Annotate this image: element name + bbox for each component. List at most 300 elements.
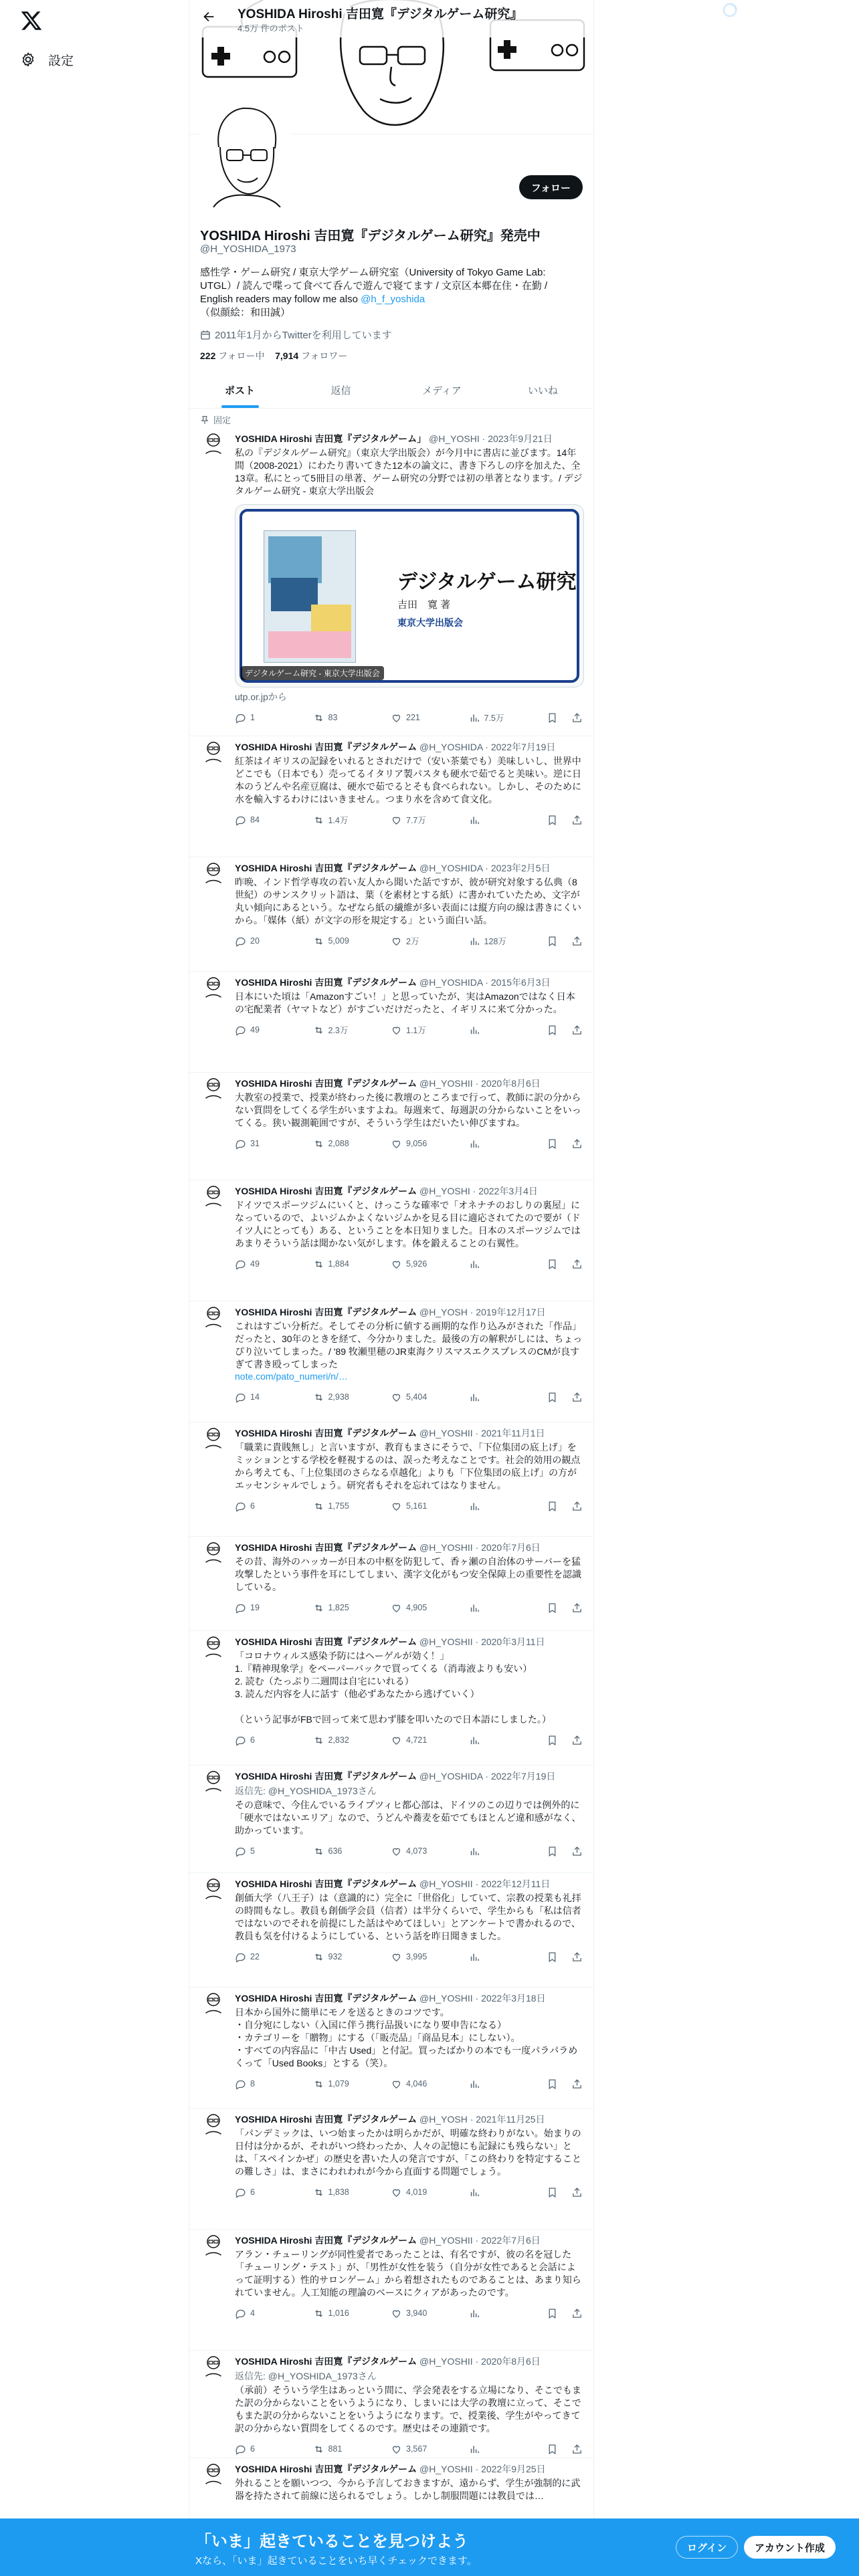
avatar-illustration — [200, 429, 227, 456]
reply-button[interactable] — [235, 1259, 313, 1270]
signup-banner — [0, 2518, 859, 2576]
tweet-author-name[interactable]: YOSHIDA Hiroshi 吉田寛『デジタルゲーム — [235, 863, 417, 873]
share-button[interactable] — [571, 1025, 583, 1036]
tweet-author-handle[interactable]: @H_YOSHII — [419, 1879, 473, 1889]
like-button[interactable] — [391, 2308, 469, 2319]
tweet-text: 私の『デジタルゲーム研究』（東京大学出版会）が今月中に書店に並びます。14年間（2008-2021）にわたり書いてきた12本の論文に、書き下ろしの序を加えた、全13章。私にとって5冊目の単著、ゲーム研究の分野では初の単著となります。/ デジタルゲーム研究 - 東京大学出版会 — [235, 447, 583, 496]
tweet-date[interactable]: 2020年8月6日 — [481, 1078, 541, 1089]
bookmark-button[interactable] — [547, 1259, 558, 1270]
tweet[interactable] — [189, 428, 593, 736]
like-button[interactable] — [391, 1392, 469, 1403]
like-count: 5,161 — [406, 1501, 427, 1511]
tweet-actions — [235, 2303, 583, 2323]
share-icon — [571, 1501, 583, 1512]
bio-link[interactable]: @h_f_yoshida — [361, 294, 425, 305]
reply-icon — [235, 1735, 246, 1746]
tweet-date[interactable]: 2022年7月19日 — [490, 742, 556, 752]
repost-button[interactable] — [313, 1951, 391, 1963]
avatar-illustration — [200, 1767, 227, 1794]
tweet[interactable] — [189, 2351, 593, 2458]
settings-link[interactable] — [20, 48, 74, 71]
bookmark-button[interactable] — [547, 1602, 558, 1614]
bookmark-button[interactable] — [547, 1025, 558, 1036]
tweet-body — [235, 1422, 583, 1516]
tweet-author-name[interactable]: YOSHIDA Hiroshi 吉田寛『デジタルゲーム — [235, 2356, 417, 2367]
tweet-actions — [235, 2182, 583, 2202]
pinned-label: 固定 — [213, 415, 231, 425]
topbar-posts-count: 4.5万 件のポスト — [237, 23, 304, 33]
views-button[interactable] — [469, 1259, 547, 1270]
like-count: 9,056 — [406, 1139, 427, 1148]
share-button[interactable] — [571, 2078, 583, 2090]
tweet-text: 大教室の授業で、授業が終わった後に教壇のところまで行って、教師に訳の分からない質問をしてくる学生がいますよね。毎週来て、毎週訳の分からないことをいってくる。狭い観測範囲ですが、そういう学生はだいたい伸びますね。 — [235, 1092, 581, 1128]
bookmark-button[interactable] — [547, 2078, 558, 2090]
share-icon — [571, 712, 583, 724]
tweet-author-handle[interactable]: @H_YOSHII — [419, 1428, 473, 1438]
tweet-date[interactable]: 2022年9月25日 — [481, 2464, 546, 2474]
tweet-header — [235, 1769, 583, 1783]
like-button[interactable] — [391, 1602, 469, 1614]
tweet-separator: · — [472, 1879, 482, 1889]
share-button[interactable] — [571, 815, 583, 826]
like-count: 1.1万 — [406, 1026, 426, 1035]
heart-icon — [391, 2308, 402, 2319]
tweet-header — [235, 2355, 583, 2368]
tweet[interactable] — [189, 736, 593, 857]
heart-icon — [391, 712, 402, 724]
tweet-body — [235, 1301, 583, 1407]
card-frame — [240, 509, 579, 683]
reply-icon — [235, 1138, 246, 1150]
tab-media[interactable]: メディア — [422, 385, 462, 397]
tweet[interactable] — [189, 1422, 593, 1537]
reply-icon — [235, 1392, 246, 1403]
repost-button[interactable] — [313, 2078, 391, 2090]
repost-icon — [313, 1846, 324, 1857]
tweet[interactable] — [189, 1537, 593, 1631]
tweet-date[interactable]: 2022年3月18日 — [481, 1993, 546, 2004]
tweet-avatar[interactable] — [200, 1182, 227, 1208]
views-icon — [469, 1846, 480, 1857]
like-button[interactable] — [391, 2078, 469, 2090]
bookmark-button[interactable] — [547, 1951, 558, 1963]
like-button[interactable] — [391, 2187, 469, 2198]
pinned-indicator — [200, 413, 231, 426]
reply-button[interactable] — [235, 936, 313, 947]
like-count: 4,046 — [406, 2079, 427, 2088]
tweet-author-handle[interactable]: @H_YOSHII — [419, 1078, 473, 1089]
share-button[interactable] — [571, 1846, 583, 1857]
heart-icon — [391, 1846, 402, 1857]
tweet-author-name[interactable]: YOSHIDA Hiroshi 吉田寛『デジタルゲーム — [235, 2235, 417, 2246]
tweet-author-handle[interactable]: @H_YOSHI — [419, 1186, 470, 1196]
like-button[interactable] — [391, 1846, 469, 1857]
tweet-avatar[interactable] — [200, 2231, 227, 2258]
tweet-author-handle[interactable]: @H_YOSHIDA — [419, 863, 483, 873]
share-button[interactable] — [571, 1501, 583, 1512]
tweet-author-handle[interactable]: @H_YOSHII — [419, 1993, 473, 2004]
tweet-separator: · — [482, 742, 491, 752]
like-count: 221 — [406, 713, 420, 722]
repost-button[interactable] — [313, 1259, 391, 1270]
profile-name: YOSHIDA Hiroshi 吉田寛『デジタルゲーム研究』発売中 — [200, 229, 541, 243]
tweet-text: その意味で、今住んでいるライプツィヒ都心部は、ドイツのこの辺りでは例外的に「硬水ではないエリア」なので、うどんや蕎麦を茹でてもほとんど違和感がなく、助かっています。 — [235, 1800, 581, 1836]
views-button[interactable] — [469, 2444, 547, 2455]
bookmark-button[interactable] — [547, 936, 558, 947]
views-button[interactable] — [469, 1138, 547, 1150]
views-button[interactable] — [469, 1602, 547, 1614]
tweet-body — [235, 1873, 583, 1967]
tweet[interactable] — [189, 1988, 593, 2109]
tweet-link[interactable]: note.com/pato_numeri/n/… — [235, 1371, 348, 1382]
bookmark-icon — [547, 1951, 558, 1963]
reply-count: 49 — [250, 1259, 260, 1269]
bookmark-button[interactable] — [547, 1138, 558, 1150]
tweet[interactable] — [189, 857, 593, 972]
views-button[interactable] — [469, 1025, 547, 1036]
views-icon — [469, 936, 480, 947]
like-button[interactable] — [391, 1259, 469, 1270]
heart-icon — [391, 2078, 402, 2090]
bookmark-icon — [547, 1846, 558, 1857]
tweet-body — [235, 1988, 583, 2094]
bookmark-button[interactable] — [547, 712, 558, 724]
tweet-avatar[interactable] — [200, 1424, 227, 1451]
tweet-date[interactable]: 2019年12月17日 — [476, 1307, 546, 1317]
tweet-avatar[interactable] — [200, 2110, 227, 2137]
followers-link[interactable] — [275, 350, 347, 361]
tweet-author-name[interactable]: YOSHIDA Hiroshi 吉田寛『デジタルゲーム — [235, 1636, 417, 1647]
reply-button[interactable] — [235, 1138, 313, 1150]
tweet-separator: · — [467, 1307, 476, 1317]
tweet-author-name[interactable]: YOSHIDA Hiroshi 吉田寛『デジタルゲーム — [235, 2114, 417, 2125]
like-count: 3,567 — [406, 2444, 427, 2454]
avatar-illustration — [200, 973, 227, 1000]
repost-count: 636 — [328, 1846, 343, 1856]
tweet-author-name[interactable]: YOSHIDA Hiroshi 吉田寛『デジタルゲーム — [235, 977, 417, 988]
views-button[interactable] — [469, 815, 547, 826]
repost-button[interactable] — [313, 2308, 391, 2319]
bookmark-button[interactable] — [547, 2308, 558, 2319]
reply-count: 4 — [250, 2309, 255, 2318]
repost-icon — [313, 1951, 324, 1963]
tweet-actions — [235, 810, 583, 830]
tweet-date[interactable]: 2015年6月3日 — [490, 977, 551, 988]
tab-replies[interactable]: 返信 — [330, 385, 351, 397]
tweet-date[interactable]: 2021年11月1日 — [481, 1428, 545, 1438]
bookmark-button[interactable] — [547, 2444, 558, 2455]
tweet-avatar[interactable] — [200, 1632, 227, 1659]
tweet-author-name[interactable]: YOSHIDA Hiroshi 吉田寛『デジタルゲーム — [235, 1078, 417, 1089]
reply-button[interactable] — [235, 815, 313, 826]
repost-button[interactable] — [313, 1024, 391, 1036]
tweet-author-name[interactable]: YOSHIDA Hiroshi 吉田寛『デジタルゲーム — [235, 1186, 417, 1196]
reply-button[interactable] — [235, 1602, 313, 1614]
tweet-author-name[interactable]: YOSHIDA Hiroshi 吉田寛『デジタルゲーム — [235, 1307, 417, 1317]
topbar-name: YOSHIDA Hiroshi 吉田寛『デジタルゲーム研究』 — [237, 7, 523, 21]
tweet-separator: · — [472, 2356, 482, 2367]
tweet-date[interactable]: 2021年11月25日 — [476, 2114, 545, 2125]
views-icon — [469, 1025, 480, 1036]
share-button[interactable] — [571, 2444, 583, 2455]
repost-button[interactable] — [313, 1735, 391, 1746]
tweet-author-name[interactable]: YOSHIDA Hiroshi 吉田寛『デジタルゲーム — [235, 1771, 417, 1782]
share-button[interactable] — [571, 936, 583, 947]
like-button[interactable] — [391, 1138, 469, 1150]
joined-text: 2011年1月からTwitterを利用しています — [215, 330, 392, 341]
views-button[interactable] — [469, 712, 547, 724]
tweet-actions-right — [547, 1392, 583, 1403]
tweet-body — [235, 1631, 583, 1750]
repost-button[interactable] — [313, 2444, 391, 2455]
repost-count: 1,825 — [328, 1603, 349, 1612]
tweet-date[interactable]: 2020年3月11日 — [481, 1636, 545, 1647]
tweet-author-handle[interactable]: @H_YOSHII — [419, 2356, 473, 2367]
reply-icon — [235, 712, 246, 724]
tweet-avatar[interactable] — [200, 1989, 227, 2016]
tweet-author-name[interactable]: YOSHIDA Hiroshi 吉田寛『デジタルゲーム — [235, 1428, 417, 1438]
views-button[interactable] — [469, 1951, 547, 1963]
tweet-avatar[interactable] — [200, 429, 227, 456]
reply-button[interactable] — [235, 2187, 313, 2198]
reply-button[interactable] — [235, 1392, 313, 1403]
signup-button[interactable]: アカウント作成 — [744, 2536, 836, 2559]
share-button[interactable] — [571, 1951, 583, 1963]
repost-button[interactable] — [313, 1846, 391, 1857]
reply-button[interactable] — [235, 712, 313, 724]
like-button[interactable] — [391, 814, 469, 826]
reply-count: 5 — [250, 1846, 255, 1856]
tweet-avatar[interactable] — [200, 1538, 227, 1565]
views-icon — [469, 1392, 480, 1403]
reply-button[interactable] — [235, 2444, 313, 2455]
reply-count: 19 — [250, 1603, 260, 1612]
like-count: 4,721 — [406, 1735, 427, 1745]
tweet-author-handle[interactable]: @H_YOSHI — [429, 433, 480, 444]
heart-icon — [391, 1025, 402, 1036]
tweet-separator: · — [472, 2235, 482, 2246]
tweet[interactable] — [189, 1765, 593, 1873]
login-button[interactable]: ログイン — [676, 2536, 738, 2559]
reply-count: 6 — [250, 2187, 255, 2197]
tweet-author-handle[interactable]: @H_YOSHIDA — [419, 1771, 483, 1782]
tweet-author-handle[interactable]: @H_YOSH — [419, 2114, 468, 2125]
like-count: 4,019 — [406, 2187, 427, 2197]
tweet-list — [189, 428, 593, 2553]
following-count: 222 — [200, 350, 216, 361]
tweet-author-name[interactable]: YOSHIDA Hiroshi 吉田寛『デジタルゲーム — [235, 2464, 417, 2474]
repost-count: 83 — [328, 713, 338, 722]
tweet-author-name[interactable]: YOSHIDA Hiroshi 吉田寛『デジタルゲーム — [235, 1993, 417, 2004]
tweet-date[interactable]: 2022年7月19日 — [490, 1771, 556, 1782]
bookmark-button[interactable] — [547, 1392, 558, 1403]
tweet-avatar[interactable] — [200, 1074, 227, 1101]
avatar-illustration — [200, 738, 227, 764]
like-button[interactable] — [391, 712, 469, 724]
tweet-author-handle[interactable]: @H_YOSHII — [419, 1542, 473, 1553]
share-button[interactable] — [571, 1138, 583, 1150]
share-icon — [571, 2444, 583, 2455]
tweet-author-handle[interactable]: @H_YOSHII — [419, 2464, 473, 2474]
repost-button[interactable] — [313, 1138, 391, 1150]
book-cover-image — [264, 530, 356, 663]
bookmark-icon — [547, 1501, 558, 1512]
repost-icon — [313, 815, 324, 826]
tweet-avatar[interactable] — [200, 2352, 227, 2379]
repost-button[interactable] — [313, 1501, 391, 1512]
repost-count: 1,884 — [328, 1259, 349, 1269]
like-count: 2万 — [406, 937, 419, 946]
share-icon — [571, 1138, 583, 1150]
heart-icon — [391, 1735, 402, 1746]
reply-button[interactable] — [235, 1025, 313, 1036]
like-button[interactable] — [391, 1951, 469, 1963]
tweet-date[interactable]: 2022年3月4日 — [478, 1186, 538, 1196]
tab-likes[interactable]: いいね — [527, 385, 558, 397]
share-button[interactable] — [571, 2187, 583, 2198]
tab-posts[interactable]: ポスト — [189, 372, 290, 408]
tweet[interactable] — [189, 1631, 593, 1765]
repost-icon — [313, 2444, 324, 2455]
bookmark-icon — [547, 2078, 558, 2090]
share-icon — [571, 2308, 583, 2319]
views-icon — [469, 712, 480, 724]
repost-button[interactable] — [313, 712, 391, 724]
views-button[interactable] — [469, 1392, 547, 1403]
profile-tabs — [189, 372, 593, 409]
like-button[interactable] — [391, 1501, 469, 1512]
repost-count: 2,938 — [328, 1392, 349, 1402]
repost-button[interactable] — [313, 2187, 391, 2198]
tweet-reply-to[interactable]: 返信先: @H_YOSHIDA_1973さん — [235, 1786, 377, 1796]
tweet[interactable] — [189, 1873, 593, 1988]
bio-text: 感性学・ゲーム研究 / 東京大学ゲーム研究室（University of Tokyo Game Lab: UTGL）/ 読んで喋って食べて呑んで遊んで寝てます / 文京区本郷在住・在勤 / English readers may follow me also — [200, 267, 548, 305]
bookmark-button[interactable] — [547, 1846, 558, 1857]
tweet-author-handle[interactable]: @H_YOSHII — [419, 2235, 473, 2246]
tweet-avatar[interactable] — [200, 1874, 227, 1901]
reply-button[interactable] — [235, 1501, 313, 1512]
reply-icon — [235, 2308, 246, 2319]
share-button[interactable] — [571, 1735, 583, 1746]
tweet-author-name[interactable]: YOSHIDA Hiroshi 吉田寛『デジタルゲーム — [235, 742, 417, 752]
like-count: 5,404 — [406, 1392, 427, 1402]
views-icon — [469, 1501, 480, 1512]
tweet-author-handle[interactable]: @H_YOSHIDA — [419, 977, 483, 988]
reply-button[interactable] — [235, 2078, 313, 2090]
tweet-date[interactable]: 2022年7月6日 — [481, 2235, 541, 2246]
tweet-reply-to[interactable]: 返信先: @H_YOSHIDA_1973さん — [235, 2371, 377, 2381]
like-button[interactable] — [391, 2444, 469, 2455]
repost-button[interactable] — [313, 814, 391, 826]
tweet[interactable] — [189, 2109, 593, 2230]
share-button[interactable] — [571, 1392, 583, 1403]
views-icon — [469, 815, 480, 826]
views-button[interactable] — [469, 1501, 547, 1512]
tweet-avatar[interactable] — [200, 859, 227, 885]
following-link[interactable] — [200, 350, 265, 361]
tweet-date[interactable]: 2022年12月11日 — [481, 1879, 551, 1889]
banner-subtitle: Xなら、「いま」起きていることをいち早くチェックできます。 — [195, 2555, 477, 2567]
heart-icon — [391, 815, 402, 826]
views-button[interactable] — [469, 1846, 547, 1857]
tweet-author-handle[interactable]: @H_YOSHIDA — [419, 742, 483, 752]
bookmark-button[interactable] — [547, 815, 558, 826]
bookmark-button[interactable] — [547, 1501, 558, 1512]
tweet[interactable] — [189, 1180, 593, 1301]
tweet[interactable] — [189, 1301, 593, 1422]
tweet-avatar[interactable] — [200, 1767, 227, 1794]
repost-count: 2,088 — [328, 1139, 349, 1148]
share-button[interactable] — [571, 712, 583, 724]
repost-icon — [313, 1501, 324, 1512]
tweet[interactable] — [189, 972, 593, 1073]
tweet-date[interactable]: 2020年7月6日 — [481, 1542, 541, 1553]
share-button[interactable] — [571, 2308, 583, 2319]
tweet-separator: · — [467, 2114, 476, 2125]
tweet-date[interactable]: 2023年2月5日 — [490, 863, 551, 873]
tweet[interactable] — [189, 2230, 593, 2351]
link-card[interactable] — [235, 504, 584, 687]
profile-avatar[interactable] — [200, 100, 291, 207]
bookmark-button[interactable] — [547, 2187, 558, 2198]
like-button[interactable] — [391, 1735, 469, 1746]
tweet-author-handle[interactable]: @H_YOSH — [419, 1307, 468, 1317]
repost-button[interactable] — [313, 936, 391, 947]
tweet-actions — [235, 1387, 583, 1407]
reply-count: 22 — [250, 1952, 260, 1961]
back-arrow-icon[interactable] — [201, 9, 216, 24]
tweet-avatar[interactable] — [200, 738, 227, 764]
views-button[interactable] — [469, 2187, 547, 2198]
like-button[interactable] — [391, 935, 469, 947]
repost-button[interactable] — [313, 1392, 391, 1403]
views-button[interactable] — [469, 1735, 547, 1746]
reply-button[interactable] — [235, 2308, 313, 2319]
share-button[interactable] — [571, 1259, 583, 1270]
tweet-author-name[interactable]: YOSHIDA Hiroshi 吉田寛『デジタルゲーム — [235, 1879, 417, 1889]
tweet-author-name[interactable]: YOSHIDA Hiroshi 吉田寛『デジタルゲーム — [235, 1542, 417, 1553]
reply-button[interactable] — [235, 1735, 313, 1746]
x-logo-icon[interactable] — [20, 9, 43, 32]
like-button[interactable] — [391, 1024, 469, 1036]
heart-icon — [391, 1501, 402, 1512]
tweet-header — [235, 432, 583, 445]
bookmark-button[interactable] — [547, 1735, 558, 1746]
tweet-actions — [235, 1496, 583, 1516]
card-source[interactable]: utp.or.jpから — [235, 691, 287, 702]
tweet-author-name[interactable]: YOSHIDA Hiroshi 吉田寛『デジタルゲーム」 — [235, 433, 427, 444]
tweet-date[interactable]: 2023年9月21日 — [488, 433, 553, 444]
follow-button[interactable]: フォロー — [519, 175, 583, 199]
tweet-date[interactable]: 2020年8月6日 — [481, 2356, 541, 2367]
tweet-avatar[interactable] — [200, 1303, 227, 1329]
reply-button[interactable] — [235, 1846, 313, 1857]
tweet-avatar[interactable] — [200, 2460, 227, 2486]
tweet[interactable] — [189, 1073, 593, 1180]
reply-icon — [235, 1846, 246, 1857]
views-button[interactable] — [469, 935, 547, 947]
tweet-separator: · — [470, 1186, 479, 1196]
tweet-avatar[interactable] — [200, 973, 227, 1000]
tweet-author-handle[interactable]: @H_YOSHII — [419, 1636, 473, 1647]
views-button[interactable] — [469, 2078, 547, 2090]
share-button[interactable] — [571, 1602, 583, 1614]
profile-follow-stats — [200, 349, 347, 362]
repost-button[interactable] — [313, 1602, 391, 1614]
views-button[interactable] — [469, 2308, 547, 2319]
reply-button[interactable] — [235, 1951, 313, 1963]
tweet-actions-right — [547, 1025, 583, 1036]
